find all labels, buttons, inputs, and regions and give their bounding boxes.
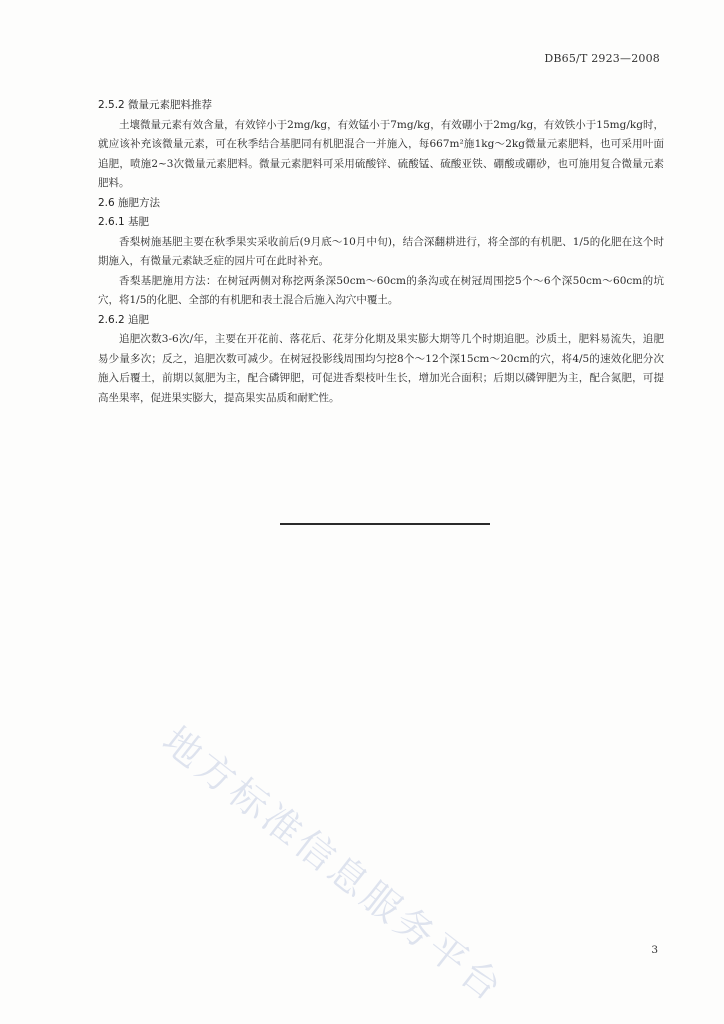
standard-code: DB65/T 2923—2008 [544, 52, 660, 65]
paragraph-topdressing: 追肥次数3-6次/年，主要在开花前、落花后、花芽分化期及果实膨大期等几个时期追肥。沙质土，肥料易流失，追肥易少量多次；反之，追肥次数可减少。在树冠投影线周围均匀挖8个～12个深15cm～20cm的穴，将4/5的速效化肥分次施入后覆土，前期以氮肥为主，配合磷钾肥，可促进香梨枝叶生长，增加光合面积；后期以磷钾肥为主，配合氮肥，可提高坐果率，促进果实膨大，提高果实品质和耐贮性。 [98, 333, 664, 404]
page-number: 3 [651, 944, 658, 956]
section-heading-2-5-2: 2.5.2 微量元素肥料推荐 [98, 99, 213, 111]
paragraph-micronutrient: 土壤微量元素有效含量，有效锌小于2mg/kg，有效锰小于7mg/kg，有效硼小于2mg/kg，有效铁小于15mg/kg时，就应该补充该微量元素，可在秋季结合基肥同有机肥混合一并施入，每667m²施1kg～2kg微量元素肥料，也可采用叶面追肥，喷施2~3次微量元素肥料。微量元素肥料可采用硫酸锌、硫酸锰、硫酸亚铁、硼酸或硼砂，也可施用复合微量元素肥料。 [98, 118, 664, 189]
paragraph-basal-fertilizer-method: 香梨基肥施用方法：在树冠两侧对称挖两条深50cm～60cm的条沟或在树冠周围挖5个～6个深50cm～60cm的坑穴，将1/5的化肥、全部的有机肥和表土混合后施入沟穴中覆土。 [98, 274, 664, 306]
section-heading-2-6-1: 2.6.1 基肥 [98, 216, 150, 228]
paragraph-basal-fertilizer-timing: 香梨树施基肥主要在秋季果实采收前后(9月底～10月中旬)，结合深翻耕进行，将全部的有机肥、1/5的化肥在这个时期施入，有微量元素缺乏症的园片可在此时补充。 [98, 235, 664, 267]
section-heading-2-6: 2.6 施肥方法 [98, 196, 161, 209]
end-divider [280, 523, 490, 525]
watermark-text: 地方标准信息服务平台 [154, 717, 513, 1012]
document-body [98, 96, 664, 408]
section-heading-2-6-2: 2.6.2 追肥 [98, 313, 150, 326]
